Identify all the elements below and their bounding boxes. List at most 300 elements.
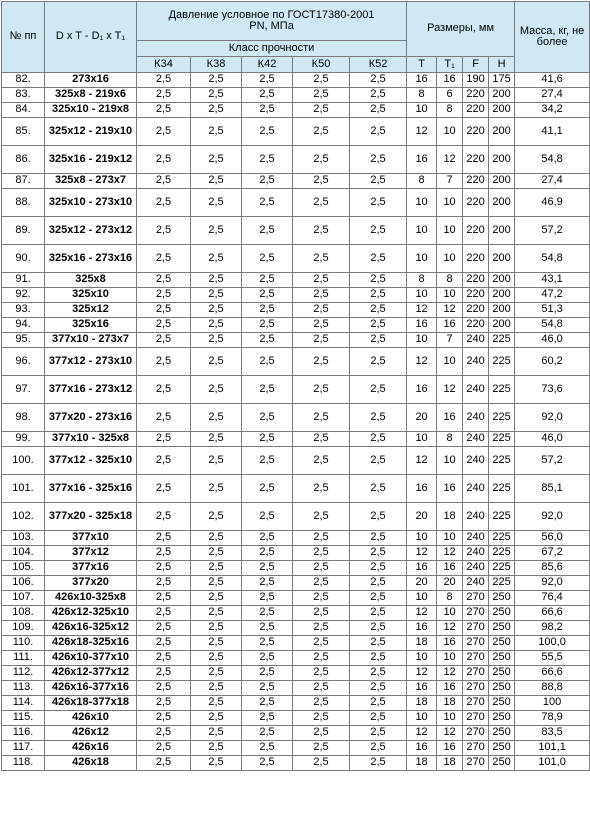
row-pressure: 2,5 [293, 174, 350, 189]
row-pressure: 2,5 [242, 273, 293, 288]
row-size: 200 [489, 189, 515, 217]
row-pressure: 2,5 [350, 503, 407, 531]
header-size-h: H [489, 57, 515, 73]
table-row [2, 88, 590, 103]
row-number: 109. [2, 621, 45, 636]
row-pressure: 2,5 [242, 531, 293, 546]
row-size: 220 [463, 303, 489, 318]
row-size: 12 [437, 546, 463, 561]
row-size: 190 [463, 73, 489, 88]
row-mass: 66,6 [515, 606, 590, 621]
row-pressure: 2,5 [350, 376, 407, 404]
row-dimensions: 426x18 [45, 756, 137, 771]
row-pressure: 2,5 [293, 531, 350, 546]
row-pressure: 2,5 [191, 741, 242, 756]
row-pressure: 2,5 [350, 432, 407, 447]
row-size: 225 [489, 432, 515, 447]
row-pressure: 2,5 [293, 576, 350, 591]
row-dimensions: 325x8 - 219x6 [45, 88, 137, 103]
row-pressure: 2,5 [350, 696, 407, 711]
row-size: 240 [463, 432, 489, 447]
table-row [2, 432, 590, 447]
row-size: 250 [489, 726, 515, 741]
row-pressure: 2,5 [242, 217, 293, 245]
row-size: 220 [463, 288, 489, 303]
row-dimensions: 325x16 [45, 318, 137, 333]
header-pressure-title: Давление условное по ГОСТ17380-2001 [168, 8, 375, 21]
table-row [2, 741, 590, 756]
row-size: 12 [437, 146, 463, 174]
row-pressure: 2,5 [242, 318, 293, 333]
row-pressure: 2,5 [242, 245, 293, 273]
header-sizes: Размеры, мм [407, 2, 515, 57]
row-pressure: 2,5 [242, 621, 293, 636]
row-pressure: 2,5 [191, 681, 242, 696]
row-mass: 27,4 [515, 174, 590, 189]
row-dimensions: 377x10 [45, 531, 137, 546]
row-dimensions: 325x12 - 219x10 [45, 118, 137, 146]
row-pressure: 2,5 [137, 475, 191, 503]
row-pressure: 2,5 [350, 561, 407, 576]
row-pressure: 2,5 [242, 73, 293, 88]
row-size: 10 [407, 103, 437, 118]
row-number: 91. [2, 273, 45, 288]
row-size: 10 [407, 245, 437, 273]
row-size: 270 [463, 666, 489, 681]
row-pressure: 2,5 [137, 546, 191, 561]
row-pressure: 2,5 [191, 531, 242, 546]
row-size: 270 [463, 621, 489, 636]
row-size: 16 [437, 681, 463, 696]
row-size: 225 [489, 404, 515, 432]
row-pressure: 2,5 [191, 546, 242, 561]
table-row [2, 546, 590, 561]
row-pressure: 2,5 [350, 636, 407, 651]
row-pressure: 2,5 [293, 245, 350, 273]
row-pressure: 2,5 [293, 546, 350, 561]
row-pressure: 2,5 [242, 333, 293, 348]
row-size: 18 [437, 756, 463, 771]
row-size: 250 [489, 591, 515, 606]
header-size-t1: T₁ [437, 57, 463, 73]
row-size: 240 [463, 447, 489, 475]
row-size: 200 [489, 273, 515, 288]
row-size: 7 [437, 174, 463, 189]
row-size: 12 [437, 726, 463, 741]
row-pressure: 2,5 [350, 404, 407, 432]
table-row [2, 561, 590, 576]
row-size: 16 [437, 475, 463, 503]
row-dimensions: 377x20 - 325x18 [45, 503, 137, 531]
row-number: 110. [2, 636, 45, 651]
row-pressure: 2,5 [293, 288, 350, 303]
row-size: 240 [463, 376, 489, 404]
row-pressure: 2,5 [293, 681, 350, 696]
table-row [2, 576, 590, 591]
row-size: 225 [489, 503, 515, 531]
row-size: 8 [407, 174, 437, 189]
row-size: 10 [407, 217, 437, 245]
row-size: 8 [407, 88, 437, 103]
row-size: 10 [437, 217, 463, 245]
header-size-f: F [463, 57, 489, 73]
row-size: 16 [437, 636, 463, 651]
row-pressure: 2,5 [191, 288, 242, 303]
row-pressure: 2,5 [293, 118, 350, 146]
row-pressure: 2,5 [350, 318, 407, 333]
row-pressure: 2,5 [350, 756, 407, 771]
row-size: 220 [463, 318, 489, 333]
row-size: 10 [407, 189, 437, 217]
row-size: 12 [437, 303, 463, 318]
row-pressure: 2,5 [137, 174, 191, 189]
row-number: 88. [2, 189, 45, 217]
row-pressure: 2,5 [242, 118, 293, 146]
row-pressure: 2,5 [350, 288, 407, 303]
row-pressure: 2,5 [293, 404, 350, 432]
row-mass: 43,1 [515, 273, 590, 288]
row-number: 100. [2, 447, 45, 475]
row-pressure: 2,5 [137, 531, 191, 546]
row-pressure: 2,5 [293, 348, 350, 376]
row-mass: 57,2 [515, 217, 590, 245]
row-dimensions: 325x16 - 219x12 [45, 146, 137, 174]
row-mass: 46,9 [515, 189, 590, 217]
row-pressure: 2,5 [242, 189, 293, 217]
row-pressure: 2,5 [191, 118, 242, 146]
row-size: 225 [489, 546, 515, 561]
row-pressure: 2,5 [350, 273, 407, 288]
row-size: 10 [437, 189, 463, 217]
row-pressure: 2,5 [242, 756, 293, 771]
row-dimensions: 377x20 - 273x16 [45, 404, 137, 432]
row-pressure: 2,5 [293, 376, 350, 404]
row-pressure: 2,5 [350, 217, 407, 245]
row-mass: 54,8 [515, 318, 590, 333]
row-pressure: 2,5 [242, 103, 293, 118]
row-pressure: 2,5 [137, 189, 191, 217]
row-pressure: 2,5 [242, 666, 293, 681]
row-size: 250 [489, 606, 515, 621]
row-size: 8 [407, 273, 437, 288]
row-pressure: 2,5 [293, 726, 350, 741]
row-pressure: 2,5 [350, 651, 407, 666]
table-row [2, 118, 590, 146]
row-pressure: 2,5 [137, 376, 191, 404]
row-pressure: 2,5 [137, 303, 191, 318]
row-mass: 56,0 [515, 531, 590, 546]
row-size: 200 [489, 146, 515, 174]
row-size: 250 [489, 756, 515, 771]
row-pressure: 2,5 [293, 666, 350, 681]
row-number: 95. [2, 333, 45, 348]
row-pressure: 2,5 [137, 333, 191, 348]
row-size: 250 [489, 741, 515, 756]
row-number: 111. [2, 651, 45, 666]
row-pressure: 2,5 [191, 503, 242, 531]
row-pressure: 2,5 [242, 288, 293, 303]
row-dimensions: 426x12-377x12 [45, 666, 137, 681]
row-dimensions: 377x12 [45, 546, 137, 561]
row-dimensions: 325x10 - 273x10 [45, 189, 137, 217]
row-pressure: 2,5 [350, 447, 407, 475]
header-class: К50 [293, 57, 350, 73]
row-mass: 54,8 [515, 146, 590, 174]
row-size: 16 [407, 621, 437, 636]
row-dimensions: 325x8 - 273x7 [45, 174, 137, 189]
row-pressure: 2,5 [350, 73, 407, 88]
row-pressure: 2,5 [242, 726, 293, 741]
row-size: 16 [407, 376, 437, 404]
row-mass: 54,8 [515, 245, 590, 273]
row-size: 16 [407, 146, 437, 174]
row-pressure: 2,5 [191, 432, 242, 447]
row-pressure: 2,5 [350, 174, 407, 189]
row-number: 82. [2, 73, 45, 88]
table-row [2, 726, 590, 741]
row-number: 99. [2, 432, 45, 447]
row-pressure: 2,5 [293, 696, 350, 711]
row-pressure: 2,5 [242, 681, 293, 696]
row-number: 84. [2, 103, 45, 118]
row-number: 115. [2, 711, 45, 726]
row-size: 270 [463, 651, 489, 666]
row-size: 16 [437, 73, 463, 88]
table-row [2, 475, 590, 503]
table-row [2, 756, 590, 771]
table-row [2, 711, 590, 726]
row-mass: 101,0 [515, 756, 590, 771]
row-size: 8 [437, 432, 463, 447]
row-pressure: 2,5 [242, 503, 293, 531]
row-pressure: 2,5 [191, 103, 242, 118]
row-size: 12 [407, 726, 437, 741]
row-size: 220 [463, 217, 489, 245]
row-pressure: 2,5 [293, 103, 350, 118]
row-size: 12 [407, 303, 437, 318]
row-size: 220 [463, 189, 489, 217]
row-mass: 88,8 [515, 681, 590, 696]
row-size: 225 [489, 376, 515, 404]
row-pressure: 2,5 [137, 73, 191, 88]
row-size: 240 [463, 404, 489, 432]
row-pressure: 2,5 [293, 318, 350, 333]
row-size: 12 [407, 447, 437, 475]
row-dimensions: 377x16 - 325x16 [45, 475, 137, 503]
row-size: 240 [463, 348, 489, 376]
row-size: 220 [463, 118, 489, 146]
row-pressure: 2,5 [350, 348, 407, 376]
row-pressure: 2,5 [242, 447, 293, 475]
row-pressure: 2,5 [137, 146, 191, 174]
row-pressure: 2,5 [191, 245, 242, 273]
row-size: 220 [463, 88, 489, 103]
row-pressure: 2,5 [293, 711, 350, 726]
row-pressure: 2,5 [242, 606, 293, 621]
row-dimensions: 325x8 [45, 273, 137, 288]
row-size: 270 [463, 696, 489, 711]
header-dimensions: D x T - D₁ x T₁ [45, 2, 137, 73]
row-pressure: 2,5 [293, 561, 350, 576]
row-pressure: 2,5 [350, 245, 407, 273]
row-dimensions: 426x12-325x10 [45, 606, 137, 621]
row-number: 97. [2, 376, 45, 404]
row-size: 250 [489, 666, 515, 681]
table-row [2, 303, 590, 318]
row-mass: 34,2 [515, 103, 590, 118]
row-number: 114. [2, 696, 45, 711]
row-mass: 55,5 [515, 651, 590, 666]
row-pressure: 2,5 [293, 189, 350, 217]
row-dimensions: 377x10 - 273x7 [45, 333, 137, 348]
table-row [2, 73, 590, 88]
row-size: 18 [437, 503, 463, 531]
row-pressure: 2,5 [350, 681, 407, 696]
row-size: 250 [489, 636, 515, 651]
row-size: 200 [489, 174, 515, 189]
row-pressure: 2,5 [242, 303, 293, 318]
row-pressure: 2,5 [350, 88, 407, 103]
header-class: К42 [242, 57, 293, 73]
row-mass: 83,5 [515, 726, 590, 741]
row-pressure: 2,5 [242, 404, 293, 432]
row-pressure: 2,5 [293, 217, 350, 245]
row-pressure: 2,5 [242, 711, 293, 726]
row-pressure: 2,5 [137, 447, 191, 475]
row-pressure: 2,5 [137, 591, 191, 606]
table-row [2, 651, 590, 666]
row-pressure: 2,5 [137, 503, 191, 531]
header-pressure-unit: PN, МПа [249, 20, 294, 32]
row-size: 225 [489, 576, 515, 591]
row-size: 20 [437, 576, 463, 591]
row-size: 18 [407, 756, 437, 771]
row-pressure: 2,5 [242, 651, 293, 666]
row-pressure: 2,5 [137, 273, 191, 288]
row-pressure: 2,5 [191, 666, 242, 681]
row-pressure: 2,5 [242, 561, 293, 576]
table-row [2, 348, 590, 376]
row-mass: 41,1 [515, 118, 590, 146]
row-pressure: 2,5 [137, 404, 191, 432]
row-dimensions: 377x16 [45, 561, 137, 576]
row-mass: 100 [515, 696, 590, 711]
row-dimensions: 426x10-377x10 [45, 651, 137, 666]
row-pressure: 2,5 [293, 432, 350, 447]
row-number: 93. [2, 303, 45, 318]
table-row [2, 245, 590, 273]
row-pressure: 2,5 [350, 621, 407, 636]
row-size: 10 [437, 348, 463, 376]
row-size: 200 [489, 303, 515, 318]
row-pressure: 2,5 [137, 681, 191, 696]
row-pressure: 2,5 [191, 756, 242, 771]
row-pressure: 2,5 [137, 103, 191, 118]
row-size: 10 [407, 288, 437, 303]
row-size: 270 [463, 636, 489, 651]
row-size: 18 [407, 696, 437, 711]
row-pressure: 2,5 [242, 741, 293, 756]
row-pressure: 2,5 [350, 576, 407, 591]
row-pressure: 2,5 [191, 303, 242, 318]
row-number: 118. [2, 756, 45, 771]
row-size: 16 [407, 681, 437, 696]
row-pressure: 2,5 [137, 711, 191, 726]
table-row [2, 621, 590, 636]
row-pressure: 2,5 [293, 88, 350, 103]
row-number: 105. [2, 561, 45, 576]
row-pressure: 2,5 [191, 88, 242, 103]
row-pressure: 2,5 [242, 432, 293, 447]
row-number: 112. [2, 666, 45, 681]
row-pressure: 2,5 [137, 666, 191, 681]
row-number: 102. [2, 503, 45, 531]
row-pressure: 2,5 [191, 621, 242, 636]
row-size: 200 [489, 118, 515, 146]
row-size: 8 [437, 103, 463, 118]
row-pressure: 2,5 [350, 103, 407, 118]
row-number: 113. [2, 681, 45, 696]
row-size: 20 [407, 404, 437, 432]
row-size: 10 [437, 118, 463, 146]
row-size: 225 [489, 333, 515, 348]
row-size: 16 [407, 561, 437, 576]
row-size: 8 [437, 591, 463, 606]
row-size: 250 [489, 711, 515, 726]
row-dimensions: 325x12 - 273x12 [45, 217, 137, 245]
row-mass: 100,0 [515, 636, 590, 651]
row-size: 8 [437, 273, 463, 288]
row-mass: 41,6 [515, 73, 590, 88]
row-pressure: 2,5 [293, 475, 350, 503]
table-row [2, 333, 590, 348]
row-pressure: 2,5 [293, 636, 350, 651]
row-number: 107. [2, 591, 45, 606]
row-pressure: 2,5 [191, 404, 242, 432]
row-pressure: 2,5 [191, 606, 242, 621]
row-size: 7 [437, 333, 463, 348]
row-size: 12 [407, 666, 437, 681]
table-row [2, 288, 590, 303]
row-size: 270 [463, 591, 489, 606]
row-size: 240 [463, 561, 489, 576]
row-pressure: 2,5 [137, 606, 191, 621]
row-pressure: 2,5 [191, 318, 242, 333]
row-size: 10 [437, 651, 463, 666]
row-mass: 92,0 [515, 576, 590, 591]
row-pressure: 2,5 [293, 273, 350, 288]
row-size: 240 [463, 576, 489, 591]
row-size: 250 [489, 651, 515, 666]
row-pressure: 2,5 [293, 333, 350, 348]
row-mass: 101,1 [515, 741, 590, 756]
row-size: 225 [489, 561, 515, 576]
row-pressure: 2,5 [242, 88, 293, 103]
row-dimensions: 377x12 - 325x10 [45, 447, 137, 475]
row-dimensions: 377x10 - 325x8 [45, 432, 137, 447]
table-row [2, 404, 590, 432]
row-size: 220 [463, 273, 489, 288]
row-number: 117. [2, 741, 45, 756]
row-size: 270 [463, 726, 489, 741]
row-size: 220 [463, 103, 489, 118]
row-dimensions: 325x12 [45, 303, 137, 318]
row-dimensions: 426x16-325x12 [45, 621, 137, 636]
row-size: 12 [407, 118, 437, 146]
row-size: 200 [489, 103, 515, 118]
row-size: 270 [463, 681, 489, 696]
row-size: 16 [437, 561, 463, 576]
